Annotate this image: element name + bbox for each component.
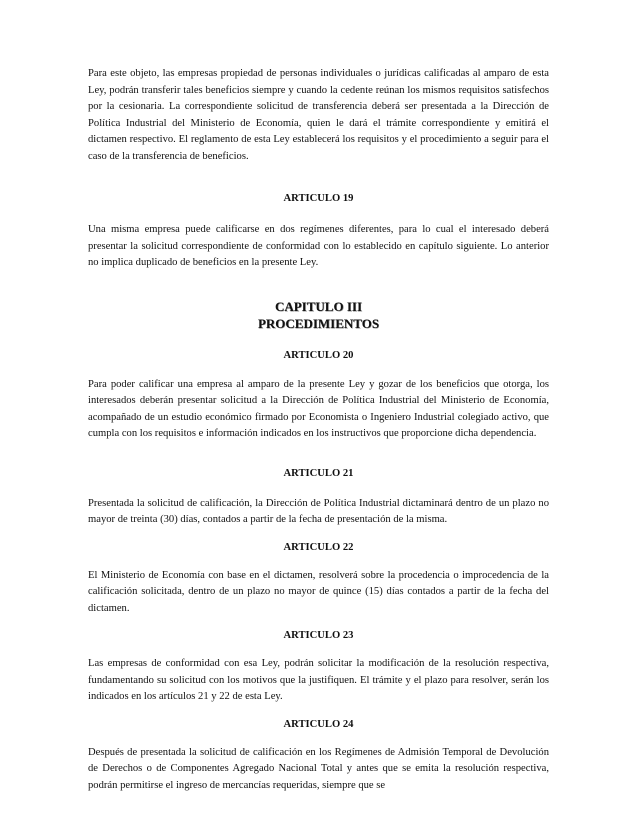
article-20-heading: ARTICULO 20 <box>283 349 354 361</box>
article-22-heading: ARTICULO 22 <box>283 541 354 553</box>
article-20-text: Para poder calificar una empresa al amparo de la presente Ley y gozar de los beneficios que otorga, los interesados deberán presentar solicitud a la Dirección de Política Industrial del Ministerio de Economía, acompañado de un estudio económico firmado por Economista o Ingeniero Industrial colegiado activo, que cumpla con los requisitos e información indicados en los instructivos que proporcione dicha dependencia. <box>88 378 549 439</box>
document-page <box>88 66 549 794</box>
article-23-heading: ARTICULO 23 <box>283 630 354 641</box>
intro-paragraph: Para este objeto, las empresas propiedad de personas individuales o jurídicas calificadas al amparo de esta Ley, podrán transferir tales beneficios siempre y cuando la cedente reúnan los mismos requisitos satisfechos por la cesionaria. La correspondiente solicitud de transferencia deberá ser presentada a la Dirección de Política Industrial del Ministerio de Economía, quien le dará el trámite correspondiente y emitirá el dictamen respectivo. El reglamento de esta Ley establecerá los requisitos y el procedimiento a seguir para el caso de la transferencia de beneficios. <box>88 68 549 162</box>
article-24-heading: ARTICULO 24 <box>283 718 354 730</box>
article-21-text: Presentada la solicitud de calificación, la Dirección de Política Industrial dictaminará dentro de un plazo no mayor de treinta (30) días, contados a partir de la fecha de presentación de la misma. <box>88 497 549 525</box>
chapter-number: CAPITULO III <box>274 298 363 314</box>
article-24-text: Después de presentada la solicitud de calificación en los Regímenes de Admisión Temporal de Devolución de Derechos o de Componentes Agregado Nacional Total y antes que se emita la resolución respectiva, podrán permitirse el ingreso de mercancías requeridas, siempre que se <box>88 746 549 791</box>
article-21-heading: ARTICULO 21 <box>283 467 354 479</box>
article-22-text: El Ministerio de Economía con base en el dictamen, resolverá sobre la procedencia o improcedencia de la calificación solicitada, dentro de un plazo no mayor de quince (15) días contados a partir de la fecha del dictamen. <box>88 569 549 614</box>
chapter-title: PROCEDIMIENTOS <box>257 315 380 331</box>
article-19-text: Una misma empresa puede calificarse en dos regímenes diferentes, para lo cual el interesado deberá presentar la solicitud correspondiente de conformidad con lo establecido en capítulo siguiente. Lo anterior no implica duplicado de beneficios en la presente Ley. <box>88 224 549 268</box>
article-19-heading: ARTICULO 19 <box>283 193 354 204</box>
article-23-text: Las empresas de conformidad con esa Ley, podrán solicitar la modificación de la resolución respectiva, fundamentando su solicitud con los motivos que la justifiquen. El trámite y el plazo para resolver, serán los indicados en los artículos 21 y 22 de esta Ley. <box>88 658 549 702</box>
